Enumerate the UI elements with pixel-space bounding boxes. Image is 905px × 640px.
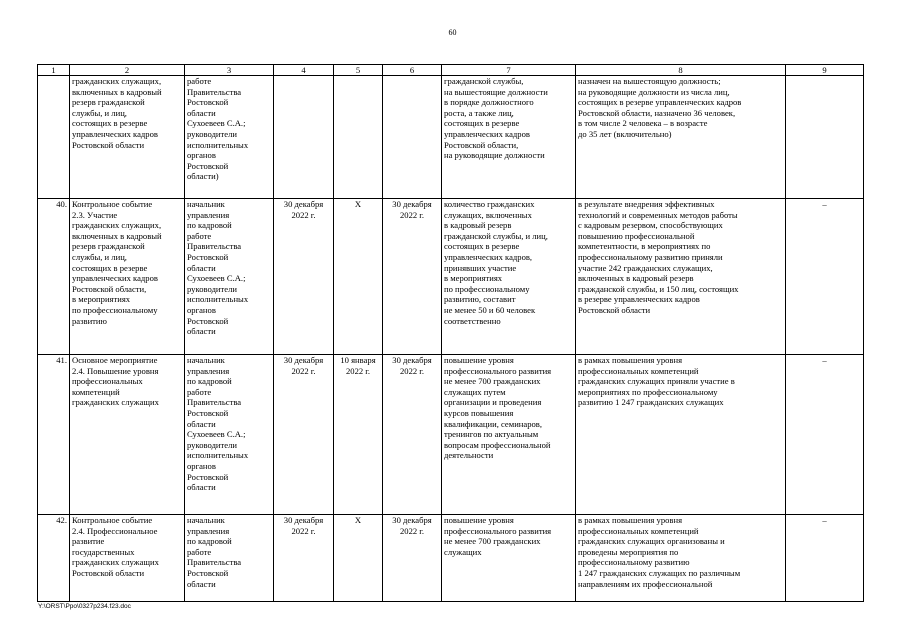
column-header: 6 bbox=[383, 65, 442, 76]
column-header: 7 bbox=[442, 65, 576, 76]
end-date-cell: 30 декабря 2022 г. bbox=[383, 515, 442, 602]
column-header: 8 bbox=[576, 65, 786, 76]
file-path-footer: Y:\ORST\Ppo\0327p234.f23.doc bbox=[38, 603, 131, 610]
event-name-cell: Основное мероприятие 2.4. Повышение уровня профессиональных компетенций гражданских служащих bbox=[70, 355, 185, 515]
start-date-cell bbox=[334, 76, 383, 199]
column-header: 1 bbox=[38, 65, 70, 76]
actual-result-cell: назначен на вышестоящую должность; на руководящие должности из числа лиц, состоящих в резерве управленческих кадров Ростовской области, назначено 36 человек, в том числе 2 человека – в возрасте до 35 лет (включительно) bbox=[576, 76, 786, 199]
table-row bbox=[38, 355, 864, 515]
end-date-cell bbox=[383, 76, 442, 199]
responsible-cell: начальник управления по кадровой работе Правительства Ростовской области bbox=[185, 515, 274, 602]
planned-date-cell: 30 декабря 2022 г. bbox=[274, 199, 334, 355]
table-row bbox=[38, 515, 864, 602]
responsible-cell: начальник управления по кадровой работе Правительства Ростовской области Сухоевеев С.А.; руководители исполнительных органов Ростовской области bbox=[185, 355, 274, 515]
row-number: 40. bbox=[38, 199, 70, 355]
planned-result-cell: повышение уровня профессионального развития не менее 700 гражданских служащих путем организации и проведения курсов повышения квалификации, семинаров, тренингов по актуальным вопросам профессиональной деятельности bbox=[442, 355, 576, 515]
column-header: 2 bbox=[70, 65, 185, 76]
start-date-cell: X bbox=[334, 199, 383, 355]
actual-result-cell: в рамках повышения уровня профессиональных компетенций гражданских служащих приняли участие в мероприятиях по профессиональному развитию 1 247 гражданских служащих bbox=[576, 355, 786, 515]
table-row bbox=[38, 76, 864, 199]
row-number: 41. bbox=[38, 355, 70, 515]
column-header: 4 bbox=[274, 65, 334, 76]
note-cell bbox=[786, 76, 864, 199]
report-table bbox=[37, 64, 864, 602]
note-cell: – bbox=[786, 199, 864, 355]
planned-result-cell: количество гражданских служащих, включенных в кадровый резерв гражданской службы, и лиц, состоящих в резерве управленческих кадров, принявших участие в мероприятиях по профессиональному развитию, составит не менее 50 и 60 человек соответственно bbox=[442, 199, 576, 355]
responsible-cell: начальник управления по кадровой работе Правительства Ростовской области Сухоевеев С.А.; руководители исполнительных органов Ростовской области bbox=[185, 199, 274, 355]
column-header: 5 bbox=[334, 65, 383, 76]
planned-result-cell: повышение уровня профессионального развития не менее 700 гражданских служащих bbox=[442, 515, 576, 602]
note-cell: – bbox=[786, 355, 864, 515]
start-date-cell: 10 января 2022 г. bbox=[334, 355, 383, 515]
planned-result-cell: гражданской службы, на вышестоящие должности в порядке должностного роста, а также лиц, состоящих в резерве управленческих кадров Ростовской области, на руководящие должности bbox=[442, 76, 576, 199]
planned-date-cell bbox=[274, 76, 334, 199]
table-row bbox=[38, 199, 864, 355]
planned-date-cell: 30 декабря 2022 г. bbox=[274, 355, 334, 515]
actual-result-cell: в результате внедрения эффективных технологий и современных методов работы с кадровым резервом, способствующих повышению профессиональной компетентности, в мероприятиях по профессиональному развитию приняли участие 242 гражданских служащих, включенных в кадровый резерв гражданской службы, и 150 лиц, состоящих в резерве управленческих кадров Ростовской области bbox=[576, 199, 786, 355]
event-name-cell: Контрольное событие 2.4. Профессиональное развитие государственных гражданских служащих Ростовской области bbox=[70, 515, 185, 602]
row-number: 42. bbox=[38, 515, 70, 602]
page-number: 60 bbox=[448, 28, 457, 37]
event-name-cell: Контрольное событие 2.3. Участие гражданских служащих, включенных в кадровый резерв гражданской службы, и лиц, состоящих в резерве управленческих кадров Ростовской области, в мероприятиях по профессиональному развитию bbox=[70, 199, 185, 355]
start-date-cell: X bbox=[334, 515, 383, 602]
responsible-cell: работе Правительства Ростовской области Сухоевеев С.А.; руководители исполнительных органов Ростовской области) bbox=[185, 76, 274, 199]
event-name-cell: гражданских служащих, включенных в кадровый резерв гражданской службы, и лиц, состоящих в резерве управленческих кадров Ростовской области bbox=[70, 76, 185, 199]
row-number bbox=[38, 76, 70, 199]
note-cell: – bbox=[786, 515, 864, 602]
actual-result-cell: в рамках повышения уровня профессиональных компетенций гражданских служащих организованы и проведены мероприятия по профессиональному развитию 1 247 гражданских служащих по различным направлениям их профессиональной bbox=[576, 515, 786, 602]
column-header: 3 bbox=[185, 65, 274, 76]
planned-date-cell: 30 декабря 2022 г. bbox=[274, 515, 334, 602]
end-date-cell: 30 декабря 2022 г. bbox=[383, 355, 442, 515]
column-header-row bbox=[38, 65, 864, 76]
column-header: 9 bbox=[786, 65, 864, 76]
end-date-cell: 30 декабря 2022 г. bbox=[383, 199, 442, 355]
